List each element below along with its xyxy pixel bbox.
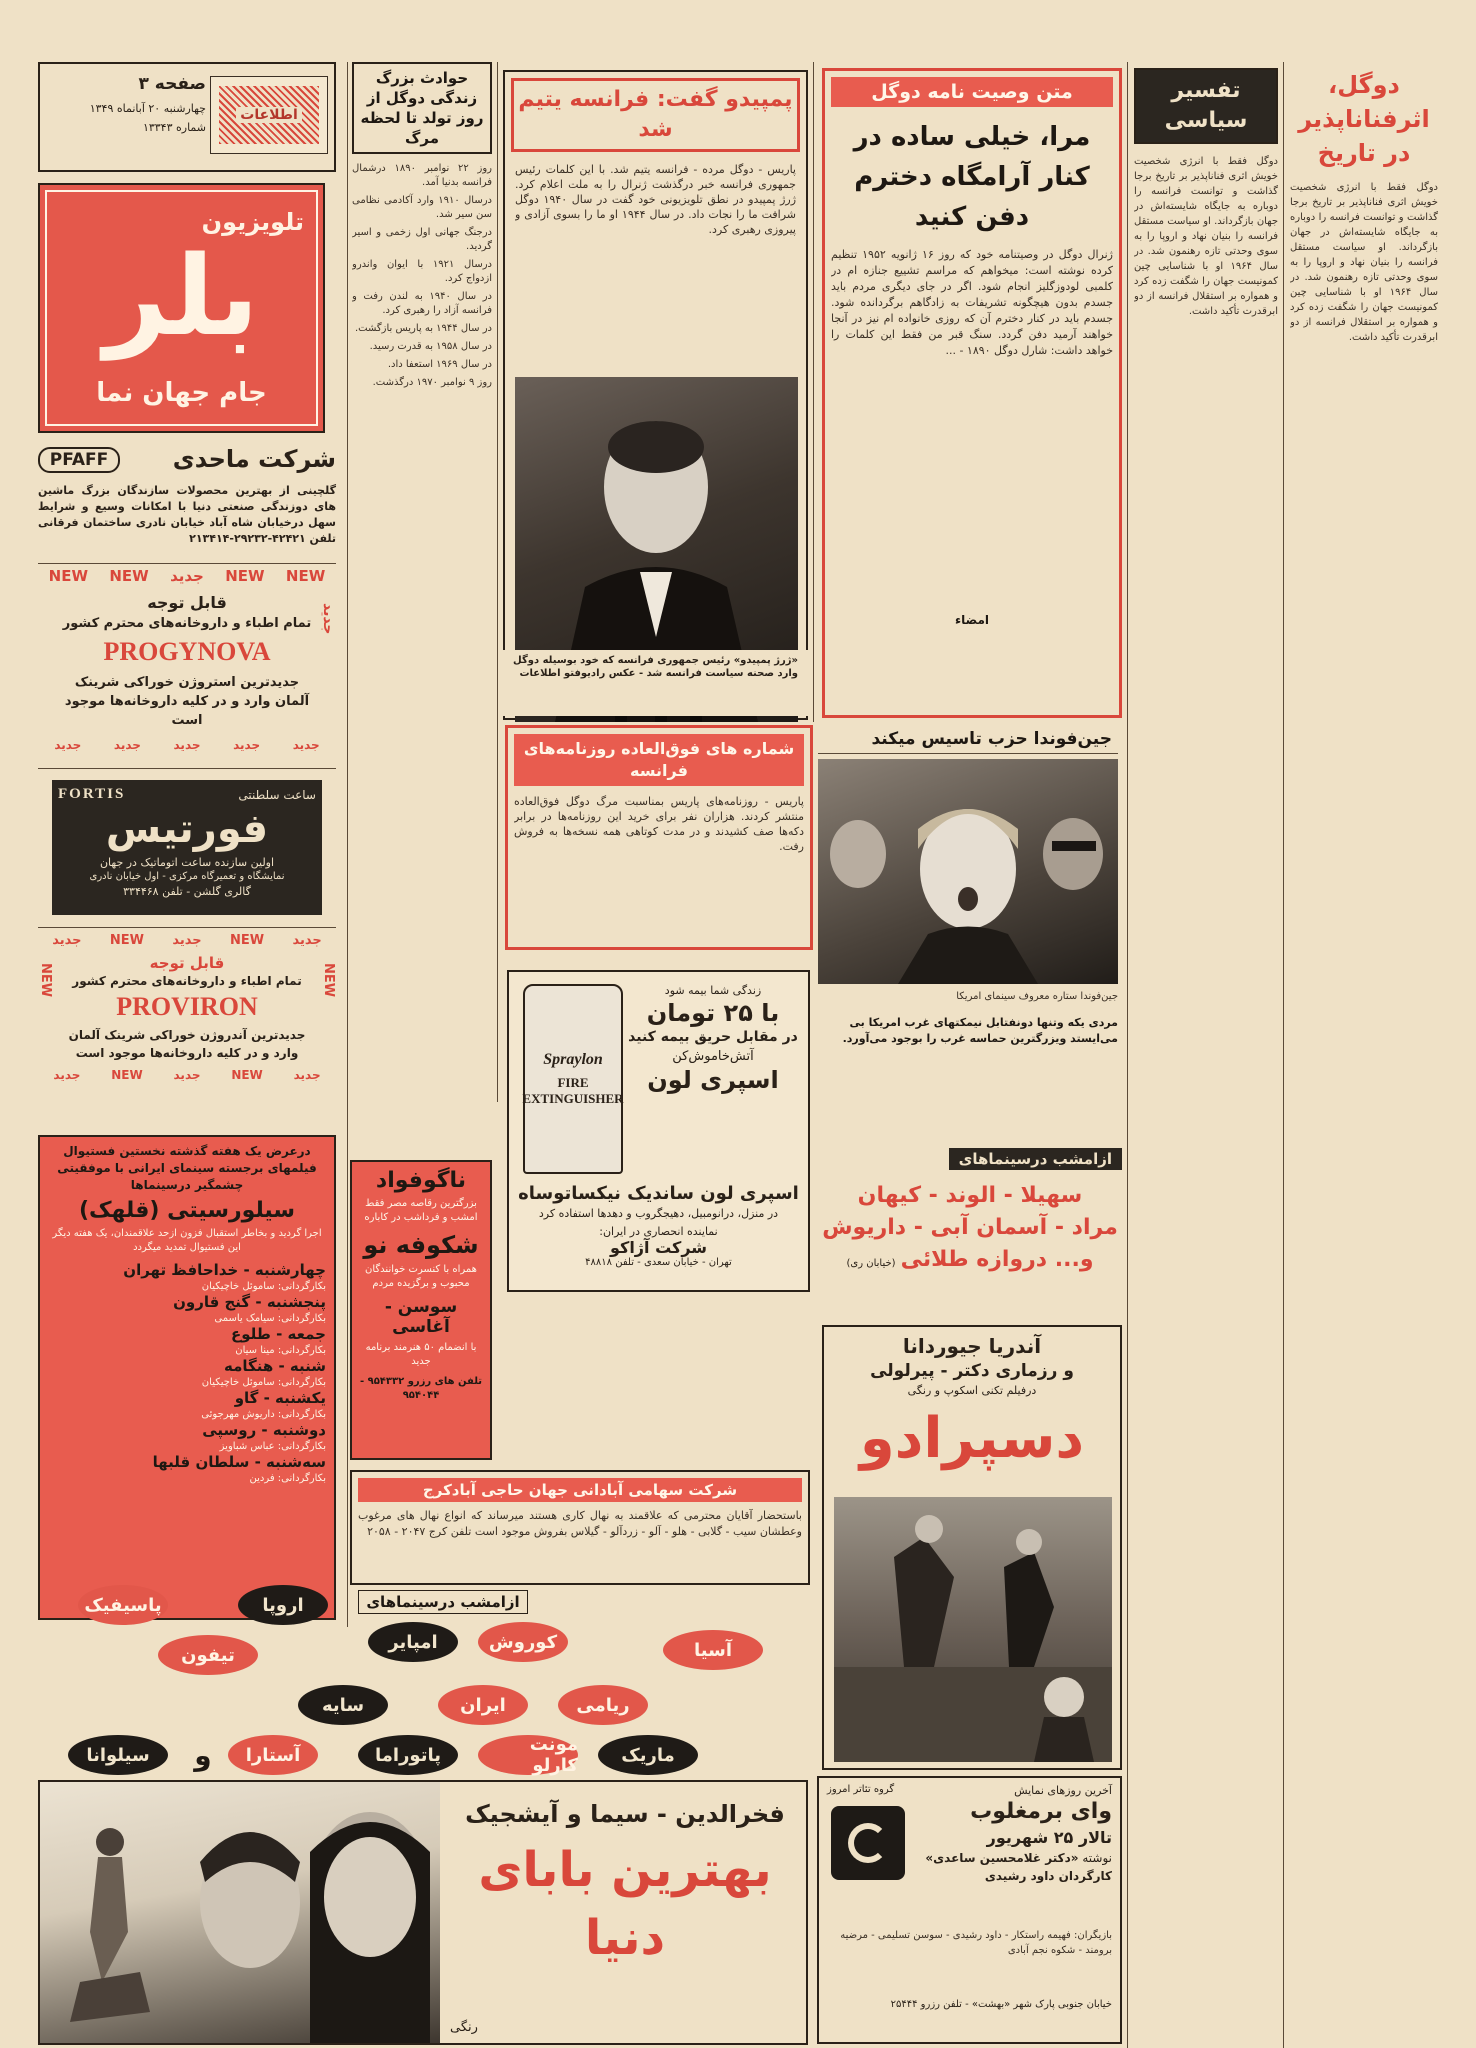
desperado-ad (822, 1325, 1122, 1770)
will-headline: مرا، خیلی ساده در کنار آرامگاه دخترم دفن کنید (853, 122, 1091, 232)
fonda-caption: جین‌فوندا ستاره معروف سینمای امریکا (956, 991, 1118, 1002)
blair-tv-ad (38, 183, 325, 433)
blair-slogan: جام جهان نما (96, 378, 267, 408)
progynova-desc: جدیدترین استروژن خوراکی شرینک آلمان وارد و در کلیه داروخانه‌ها موجود است (64, 675, 310, 728)
proviron-audience: تمام اطباء و داروخانه‌های محترم کشور (72, 974, 302, 988)
festival-ad (38, 1135, 336, 1620)
fire-extinguisher-can (523, 984, 623, 1174)
spraylon-kicker: آتش‌خاموش‌کن (672, 1049, 754, 1064)
fortis-line3: گالری گلشن - تلفن ۳۳۴۴۶۸ (123, 885, 251, 898)
best-dad-ad (38, 1780, 808, 2045)
cinema-names-note: (خیابان ری) (846, 1258, 896, 1269)
cinema-oval: ایران (438, 1685, 528, 1725)
pompidou-title: پمپیدو گفت: فرانسه یتیم شد (518, 87, 793, 142)
new-label: NEW (48, 567, 89, 585)
best-dad-photo (40, 1782, 440, 2045)
new-label: NEW (230, 933, 265, 948)
cinema-oval: آستارا (228, 1735, 318, 1775)
cinemas-bottom-title: ازامشب درسینماهای (358, 1590, 528, 1614)
best-dad-stars: فخرالدین - سیما و آیشجیک (465, 1800, 785, 1828)
theater-author-label: نوشته (1082, 1851, 1112, 1865)
festival-line (40, 1421, 334, 1453)
life-paragraph: درجنگ جهانی اول زخمی و اسیر گردید. (352, 227, 492, 252)
desperado-stars: آندریا جیوردانا (902, 1334, 1042, 1358)
spraylon-agent: نماینده انحصاری در ایران: (599, 1225, 718, 1238)
history-body-right: دوگل فقط با انرژی شخصیت خویش اثری فناناپذیر بر تاریخ برجا گذاشت و توانست فرانسه را دوباره به جایگاه شایسته‌اش در جهان بازگرداند. او سیاست مستقل فرانسه را بنیان نهاد و اروپا را به سوی وحدتی تازه رهنمون شد. در سال ۱۹۶۴ او با شناسایی چین کمونیست جهان را شگفت زده کرد و همواره بر استقلال فرانسه از دو ابرقدرت تأکید داشت. (1290, 182, 1438, 343)
new-label: NEW (285, 567, 326, 585)
spraylon-body: در منزل، درانومبیل، دهیجگروب و دهدها استفاده کرد (538, 1207, 779, 1220)
life-paragraph: درسال ۱۹۲۱ با ایوان واندرو ازدواج کرد. (352, 259, 492, 284)
nagofaad-star: سوسن - آغاسی (384, 1297, 458, 1337)
fortis-name: فورتیس (105, 806, 269, 852)
fortis-line2: نمایشگاه و تعمیرگاه مرکزی - اول خیابان نادری (89, 871, 285, 882)
cinema-oval: امپایر (368, 1622, 458, 1662)
new-label: جدید (293, 1068, 321, 1082)
nagofaad-ad (350, 1160, 492, 1460)
degaulle-history-article (1134, 68, 1278, 2048)
pompidou-article (503, 70, 808, 720)
pompidou-body: پاریس - دوگل مرده - فرانسه یتیم شد. با این کلمات رئیس جمهوری فرانسه خبر درگذشت ژنرال را به ملت اعلام کرد. ژرژ پمپیدو در نطق تلویزیونی خود گفت در سال ۱۹۴۰ دوگل شرافت ما را نجات داد. در سال ۱۹۴۴ او ما را بسوی آزادی و پیروزی رهبری کرد. (515, 163, 796, 236)
festival-line (40, 1453, 334, 1485)
theater-group: گروه تئاتر امروز (827, 1784, 895, 1795)
theater-ad (817, 1776, 1122, 2044)
cinema-oval: تیفون (158, 1635, 258, 1675)
festival-day: چهارشنبه - خداحافظ تهران (123, 1261, 326, 1279)
masthead-logo (210, 76, 328, 154)
progynova-note: قابل توجه (147, 593, 227, 612)
life-paragraph: روز ۹ نوامبر ۱۹۷۰ درگذشت. (372, 377, 492, 388)
spraylon-company: شرکت آژاکو (609, 1238, 707, 1257)
festival-director: بکارگردانی: فردین (249, 1473, 326, 1484)
cinema-names-1: سهیلا - الوند - کیهان (857, 1183, 1083, 1208)
festival-day: دوشنبه - روسپی (202, 1421, 326, 1439)
will-article (822, 68, 1122, 718)
saudi-article-main (822, 1080, 1122, 1142)
festival-day: جمعه - طلوع (230, 1325, 326, 1343)
fortis-logo: FORTIS (58, 786, 126, 802)
proviron-ad (38, 933, 336, 1121)
analysis-tag: تفسیر سیاسی (1164, 78, 1248, 133)
festival-intro: درعرض یک هفته گذشته نخستین فستیوال فیلمهای برجسته سینمای ایرانی با موفقیتی چشمگیر درسینماها (57, 1144, 317, 1192)
blair-tv-label: تلویزیون (201, 208, 304, 236)
new-label: جدید (52, 933, 82, 948)
theater-cast: بازیگران: فهیمه راستکار - داود رشیدی - سوسن تسلیمی - مرضیه برومند - شکوه نجم آبادی (840, 1930, 1112, 1956)
can-label: FIRE EXTINGUISHER (522, 1075, 624, 1106)
proviron-product: PROVIRON (116, 992, 258, 1021)
cinema-oval: مونت کارلو (478, 1735, 578, 1775)
new-label: جدید (54, 738, 82, 752)
pfaff-company: شرکت ماحدی (172, 445, 336, 473)
festival-director: بکارگردانی: عباس شباویز (219, 1441, 326, 1452)
history-body: دوگل فقط با انرژی شخصیت خویش اثری فناناپذیر بر تاریخ برجا گذاشت و توانست فرانسه را دوباره به جایگاه شایسته‌اش در جهان بازگرداند. او سیاست مستقل فرانسه را بنیان نهاد و اروپا را به سوی وحدتی تازه رهنمون شد. در سال ۱۹۶۴ او با شناسایی چین کمونیست جهان را شگفت زده کرد و همواره بر استقلال فرانسه از دو ابرقدرت تأکید داشت. (1134, 156, 1278, 317)
life-paragraph: روز ۲۲ نوامبر ۱۸۹۰ درشمال فرانسه بدنیا آمد. (352, 163, 492, 188)
progynova-audience: تمام اطباء و داروخانه‌های محترم کشور (62, 616, 312, 631)
cinema-tonight-title: ازامشب درسینماهای (949, 1148, 1122, 1170)
cinema-oval: سایه (298, 1685, 388, 1725)
fortis-top: ساعت سلطنتی (238, 787, 316, 802)
cinema-list (818, 1180, 1122, 1320)
festival-director: بکارگردانی: ساموئل خاچیکیان (201, 1281, 326, 1292)
jahan-body: باستحضار آقایان محترمی که علاقمند به نهال کاری هستند میرساند که انواع نهال های مرغوب وعطشان سیب - گلابی - هلو - آلو - زردآلو - گیلاس بفروش موجود است تلفن کرج ۲۰۴۷ - ۲۰۵۸ (358, 1509, 802, 1538)
festival-day: پنجشنبه - گنج قارون (173, 1293, 326, 1311)
pfaff-ad (38, 445, 336, 560)
new-label: جدید (113, 738, 141, 752)
new-label: NEW (109, 567, 149, 585)
festival-director: بکارگردانی: ساموئل خاچیکیان (201, 1377, 326, 1388)
blair-brand: بلر (104, 232, 259, 360)
nagofaad-phone: تلفن های رزرو ۹۵۴۳۳۲ - ۹۵۴۰۴۴ (359, 1376, 483, 1401)
new-label: جدید (292, 738, 320, 752)
can-brand: Spraylon (543, 1051, 603, 1068)
nagofaad-sub: بزرگترین رقاصه مصر فقط امشب و فرداشب در کاباره (364, 1198, 478, 1223)
theater-logo (831, 1806, 905, 1880)
fortis-ad (52, 780, 322, 915)
desperado-photo-svg (834, 1497, 1112, 1762)
page-number: صفحه ۳ (138, 74, 206, 94)
jahan-ad (350, 1470, 810, 1585)
theater-last-days: آخرین روزهای نمایش (1014, 1784, 1112, 1797)
spraylon-headline: اسپری لون ساندیک نیکساتوساه (518, 1183, 799, 1204)
saudi-article (1128, 1380, 1129, 1381)
spraylon-line: در مقابل حریق بیمه کنید (628, 1029, 798, 1045)
pfaff-logo: PFAFF (38, 447, 120, 473)
degaulle-life-title: حوادث بزرگ زندگی دوگل از روز تولد تا لحظه مرگ (360, 69, 484, 147)
pompidou-caption-text: «ژرژ پمپیدو» رئیس جمهوری فرانسه که خود بوسیله دوگل وارد صحنه سیاست فرانسه شد - عکس رادیوفتو اطلاعات (503, 650, 808, 716)
nagofaad-with: همراه با کنسرت خوانندگان محبوب و برگزیده مردم (365, 1264, 477, 1289)
progynova-product: PROGYNOVA (103, 637, 271, 666)
proviron-note: قابل توجه (149, 954, 225, 972)
cinema-oval: ماریک (598, 1735, 698, 1775)
fonda-photo-svg (818, 759, 1118, 984)
history-title: دوگل، اثرفناناپذیر در تاریخ (1298, 71, 1430, 167)
festival-line (40, 1261, 334, 1293)
pfaff-body: گلچینی از بهترین محصولات سازندگان بزرگ ماشین های دوزندگی صنعتی دنیا با امکانات وسیع و شرایط سهل درخیابان شاه آباد خیابان نادری ساختمان فرقانی تلفن ۴۲۴۲۱-۲۹۲۳۲-۲۱۳۴۱۴ (38, 484, 336, 545)
proviron-side-left: NEW (38, 963, 53, 998)
new-label: جدید (233, 738, 261, 752)
header-box (38, 62, 336, 172)
spraylon-price: با ۲۵ تومان (646, 999, 780, 1027)
festival-day: یکشنبه - گاو (234, 1389, 326, 1407)
masthead-text: اطلاعات (236, 107, 302, 123)
new-label: جدید (173, 738, 201, 752)
will-body: ژنرال دوگل در وصیتنامه خود که روز ۱۶ ژانویه ۱۹۵۲ تنظیم کرده نوشته است: میخواهم که مراسم تشییع جنازه ام در کلمبی لودوزگلیز انجام شود. اگر در جای دیگری مردم باید جسدم بدون هیچگونه تشریفات به زادگاهم برگردانده شود. جسدم باید در کنار دخترم آن که روزی خانواده ام نیز در آنجا خواهند آرمید دفن گردد. سنگ قبر من فقط این کلمات را خواهد داشت: شارل دوگل ۱۸۹۰ - ... (831, 248, 1113, 357)
newspapers-title: شماره های فوق‌العاده روزنامه‌های فرانسه (523, 739, 795, 780)
history-column-right (1290, 68, 1438, 2048)
festival-director: بکارگردانی: سیامک یاسمی (214, 1313, 326, 1324)
life-paragraph: درسال ۱۹۱۰ وارد آکادمی نظامی سن سیر شد. (352, 195, 492, 220)
cinema-oval: کوروش (478, 1622, 568, 1662)
new-label: NEW (109, 933, 145, 948)
fortis-line1: اولین سازنده ساعت اتوماتیک در جهان (99, 856, 275, 869)
cinema-names-2: مراد - آسمان آبی - داریوش (822, 1215, 1118, 1240)
festival-note: اجرا گردید و بخاطر استقبال فزون ازحد علاقمندان، یک هفته دیگر این فستیوال تمدید میگردد (52, 1228, 322, 1253)
will-kicker: متن وصیت نامه دوگل (871, 81, 1073, 103)
cinemas-bottom (38, 1590, 808, 1780)
festival-line (40, 1389, 334, 1421)
festival-day: سه‌شنبه - سلطان قلبها (152, 1453, 326, 1471)
fonda-photo (818, 759, 1118, 984)
festival-day: شنبه - هنگامه (223, 1357, 326, 1375)
best-dad-color: رنگی (450, 2020, 478, 2035)
cinema-oval: سیلوانا (68, 1735, 168, 1775)
nagofaad-title: ناگوفواد (375, 1168, 467, 1193)
new-label: جدید (53, 1068, 81, 1082)
desperado-title: دسپرادو (859, 1406, 1085, 1471)
new-label: جدید (173, 1068, 201, 1082)
festival-director: بکارگردانی: مینا سیان (235, 1345, 326, 1356)
new-label: جدید (170, 567, 204, 585)
best-dad-photo-svg (40, 1782, 440, 2045)
will-signed: امضاء (954, 613, 989, 627)
degaulle-life-article (352, 62, 492, 1102)
newspapers-body: پاریس - روزنامه‌های پاریس بمناسبت مرگ دوگل فوق‌العاده منتشر کردند. هزاران نفر برای خرید این روزنامه‌ها در برابر دکه‌ها صف کشیدند و در مدت کوتاهی همه نسخه‌ها به فروش رفت. (514, 795, 804, 853)
life-paragraph: در سال ۱۹۶۹ استعفا داد. (387, 359, 492, 370)
proviron-desc: جدیدترین آندروژن خوراکی شرینک آلمان وارد و در کلیه داروخانه‌ها موجود است (68, 1028, 306, 1060)
desperado-photo (834, 1497, 1112, 1762)
theater-address: خیابان جنوبی پارک شهر «بهشت» - تلفن رزرو ۲۵۴۴۴ (890, 1999, 1112, 2010)
saudi-body (822, 1080, 1122, 1110)
cinema-oval: ریامی (558, 1685, 648, 1725)
best-dad-title: بهترین بابای دنیا (478, 1842, 772, 1966)
fonda-body: مردی یکه وتنها دونفتابل نیمکتهای غرب امریکا بی می‌ایستد ویزرگترین حماسه غرب را بوجود می‌آورد. (842, 1016, 1118, 1045)
life-paragraph: در سال ۱۹۴۴ به پاریس بازگشت. (354, 323, 492, 334)
desperado-format: درفیلم تکنی اسکوپ و رنگی (907, 1384, 1037, 1397)
new-label: جدید (292, 933, 322, 948)
proviron-side-right: NEW (321, 963, 336, 998)
jahan-title: شرکت سهامی آبادانی جهان حاجی آبادکرج (422, 1481, 738, 1499)
progynova-side: جدید (320, 603, 336, 635)
theater-author: «دکتر غلامحسین ساعدی» (925, 1851, 1079, 1865)
cinema-oval: پاسیفیک (78, 1585, 168, 1625)
issue-date: چهارشنبه ۲۰ آبانماه ۱۳۴۹ (89, 102, 206, 115)
spraylon-ad (507, 970, 810, 1292)
festival-line (40, 1293, 334, 1325)
theater-play: وای برمغلوب (970, 1799, 1112, 1824)
spraylon-top: زندگی شما بیمه شود (664, 984, 762, 997)
desperado-stars2: و رزماری دکتر - پیرلولی (870, 1361, 1074, 1381)
progynova-ad (38, 567, 336, 762)
cinema-names-3: و... دروازه طلائی (900, 1247, 1094, 1272)
spraylon-address: تهران - خیابان سعدی - تلفن ۴۸۸۱۸ (585, 1257, 732, 1268)
theater-venue: تالار ۲۵ شهریور (986, 1828, 1112, 1847)
festival-line (40, 1325, 334, 1357)
festival-director: بکارگردانی: داریوش مهرجوئی (201, 1409, 326, 1420)
newspapers-article (505, 725, 813, 950)
nagofaad-venue: شکوفه نو (363, 1231, 479, 1259)
cinema-oval: پاتوراما (358, 1735, 458, 1775)
fonda-title: جین‌فوندا حزب تاسیس میکند (818, 725, 1118, 754)
issue-number: شماره ۱۳۳۴۳ (142, 121, 206, 134)
nagofaad-program: با انضمام ۵۰ هنرمند برنامه جدید (365, 1342, 477, 1367)
theater-director: کارگردان داود رشیدی (984, 1869, 1112, 1883)
new-label: NEW (231, 1068, 263, 1082)
life-paragraph: در سال ۱۹۴۰ به لندن رفت و فرانسه آزاد را رهبری کرد. (352, 291, 492, 316)
life-paragraph: در سال ۱۹۵۸ به قدرت رسید. (369, 341, 492, 352)
new-label: جدید (172, 933, 202, 948)
cinema-oval: اروپا (238, 1585, 328, 1625)
festival-cinema: سیلورسیتی (قلهک) (78, 1198, 296, 1223)
spraylon-brand: اسپری لون (647, 1066, 779, 1094)
new-label: NEW (111, 1068, 143, 1082)
cinema-oval: آسیا (663, 1630, 763, 1670)
cinema-oval: و (194, 1738, 212, 1772)
new-label: NEW (225, 567, 265, 585)
festival-line (40, 1357, 334, 1389)
